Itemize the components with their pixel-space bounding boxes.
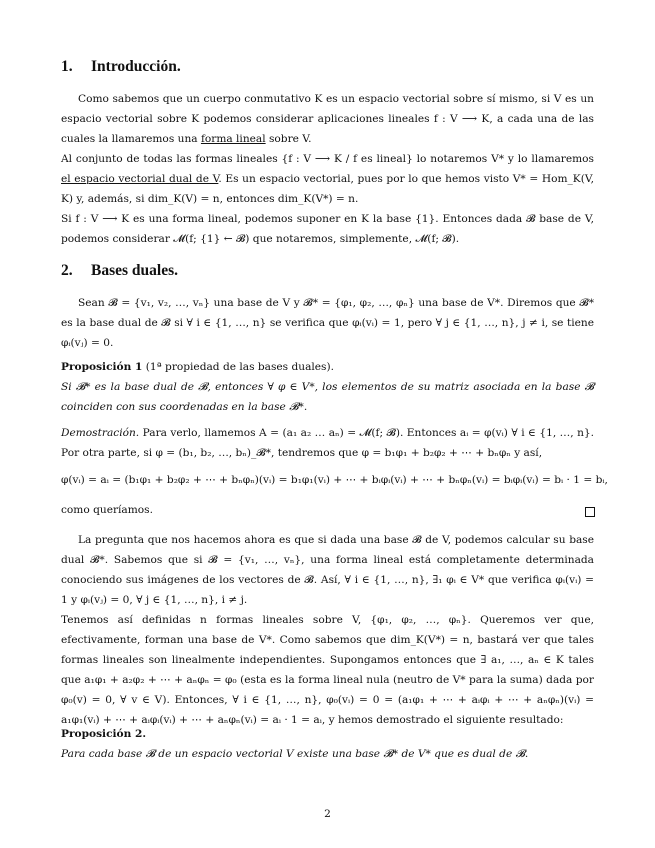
intro-paragraph-1: [61, 89, 594, 149]
discussion-paragraph-2: Tenemos así definidas n formas lineales sobre V, {φ₁, φ₂, …, φₙ}. Queremos ver que, efectivamente, forman una base de V*. Como sabemos que dim_K(V*) = n, bastará ver que tales formas lineales son linealmente independientes. Supongamos entonces que ∃ a₁, …, aₙ ∈ K tales que a₁φ₁ + a₂φ₂ + ⋯ + aₙφₙ = φ₀ (esta es la forma lineal nula (neutro de V* para la suma) dada por φ₀(v) = 0, ∀ v ∈ V). Entonces, ∀ i ∈ {1, …, n}, φ₀(vᵢ) = 0 = (a₁φ₁ + ⋯ + aᵢφᵢ + ⋯ + aₙφₙ)(vᵢ) = a₁φ₁(vᵢ) + ⋯ + aᵢφᵢ(vᵢ) + ⋯ + aₙφₙ(vᵢ) = aᵢ · 1 = aᵢ, y hemos demostrado el siguiente resultado:: [61, 614, 594, 726]
discussion-text: [61, 530, 594, 730]
prop1-heading-line: [61, 357, 594, 377]
intro-p2-text: Al conjunto de todas las formas lineales {f : V ⟶ K / f es lineal} lo notaremos V* y lo llamaremos: [61, 153, 594, 165]
prop1-subtitle: (1ª propiedad de las bases duales).: [145, 361, 334, 373]
proof-closing: como queríamos.: [61, 504, 153, 516]
proof-block: [61, 423, 594, 463]
section-number: 1.: [61, 58, 73, 75]
section-1-heading: [61, 58, 181, 76]
intro-p1-text: Como sabemos que un cuerpo conmutativo K es un espacio vectorial sobre sí mismo, si V es un espacio vectorial sobre K podemos considerar aplicaciones lineales f : V ⟶ K, a cada una de las cuales la llamaremos una: [61, 93, 594, 145]
prop1-heading: Proposición 1: [61, 361, 143, 373]
intro-paragraph-2: [61, 149, 594, 209]
term-forma-lineal: forma lineal: [200, 133, 266, 145]
proposition-2: [61, 724, 594, 764]
discussion-paragraph-1: La pregunta que nos hacemos ahora es que si dada una base 𝓑 de V, podemos calcular su base dual 𝓑*. Sabemos que si 𝓑 = {v₁, …, vₙ}, una forma lineal está completamente determinada conociendo sus imágenes de los vectores de 𝓑. Así, ∀ i ∈ {1, …, n}, ∃₁ φᵢ ∈ V* que verifica φᵢ(vᵢ) = 1 y φᵢ(vⱼ) = 0, ∀ j ∈ {1, …, n}, i ≠ j.: [61, 534, 594, 606]
section-title: Introducción.: [91, 58, 181, 75]
proof-formula: φ(vᵢ) = aᵢ = (b₁φ₁ + b₂φ₂ + ⋯ + bₙφₙ)(vᵢ) = b₁φ₁(vᵢ) + ⋯ + bᵢφᵢ(vᵢ) + ⋯ + bₙφₙ(vᵢ) = bᵢφᵢ(vᵢ) = bᵢ · 1 = bᵢ,: [61, 474, 608, 486]
intro-p2-end: . Es un espacio vectorial, pues por lo que hemos visto V* = Hom_K(V, K) y, además, si dim_K(V) = n, entonces dim_K(V*) = n.: [61, 173, 595, 205]
proof-label: Demostración.: [61, 427, 140, 439]
proof-paragraph: [61, 423, 594, 463]
section-number: 2.: [61, 262, 73, 279]
intro-text: [61, 89, 594, 249]
page-number: 2: [324, 808, 331, 820]
prop2-heading: Proposición 2.: [61, 728, 147, 740]
prop1-statement: Si 𝓑* es la base dual de 𝓑, entonces ∀ φ ∈ V*, los elementos de su matriz asociada en la base 𝓑 coinciden con sus coordenadas en la base 𝓑*.: [61, 381, 594, 413]
definition-paragraph: Sean 𝓑 = {v₁, v₂, …, vₙ} una base de V y 𝓑* = {φ₁, φ₂, …, φₙ} una base de V*. Diremos que 𝓑* es la base dual de 𝓑 si ∀ i ∈ {1, …, n} se verifica que φᵢ(vᵢ) = 1, pero ∀ j ∈ {1, …, n}, j ≠ i, se tiene φᵢ(vⱼ) = 0.: [61, 297, 594, 349]
proposition-1: [61, 357, 594, 417]
qed-square-icon: [585, 507, 595, 517]
intro-p1-end: sobre V.: [265, 133, 312, 145]
intro-paragraph-3: Si f : V ⟶ K es una forma lineal, podemos suponer en K la base {1}. Entonces dada 𝓑 base de V, podemos considerar 𝓜(f; {1} ← 𝓑) que notaremos, simplemente, 𝓜(f; 𝓑).: [61, 213, 594, 245]
section-2-heading: [61, 262, 178, 280]
proof-text: Para verlo, llamemos A = (a₁ a₂ … aₙ) = 𝓜(f; 𝓑). Entonces aᵢ = φ(vᵢ) ∀ i ∈ {1, …, n}. Por otra parte, si φ = (b₁, b₂, …, bₙ)_𝓑*, tendremos que φ = b₁φ₁ + b₂φ₂ + ⋯ + bₙφₙ y así,: [61, 427, 595, 459]
dual-definition: [61, 293, 594, 353]
prop2-statement: Para cada base 𝓑 de un espacio vectorial V existe una base 𝓑* de V* que es dual de 𝓑.: [61, 748, 529, 760]
section-title: Bases duales.: [91, 262, 178, 279]
term-espacio-dual: el espacio vectorial dual de V: [61, 173, 219, 185]
